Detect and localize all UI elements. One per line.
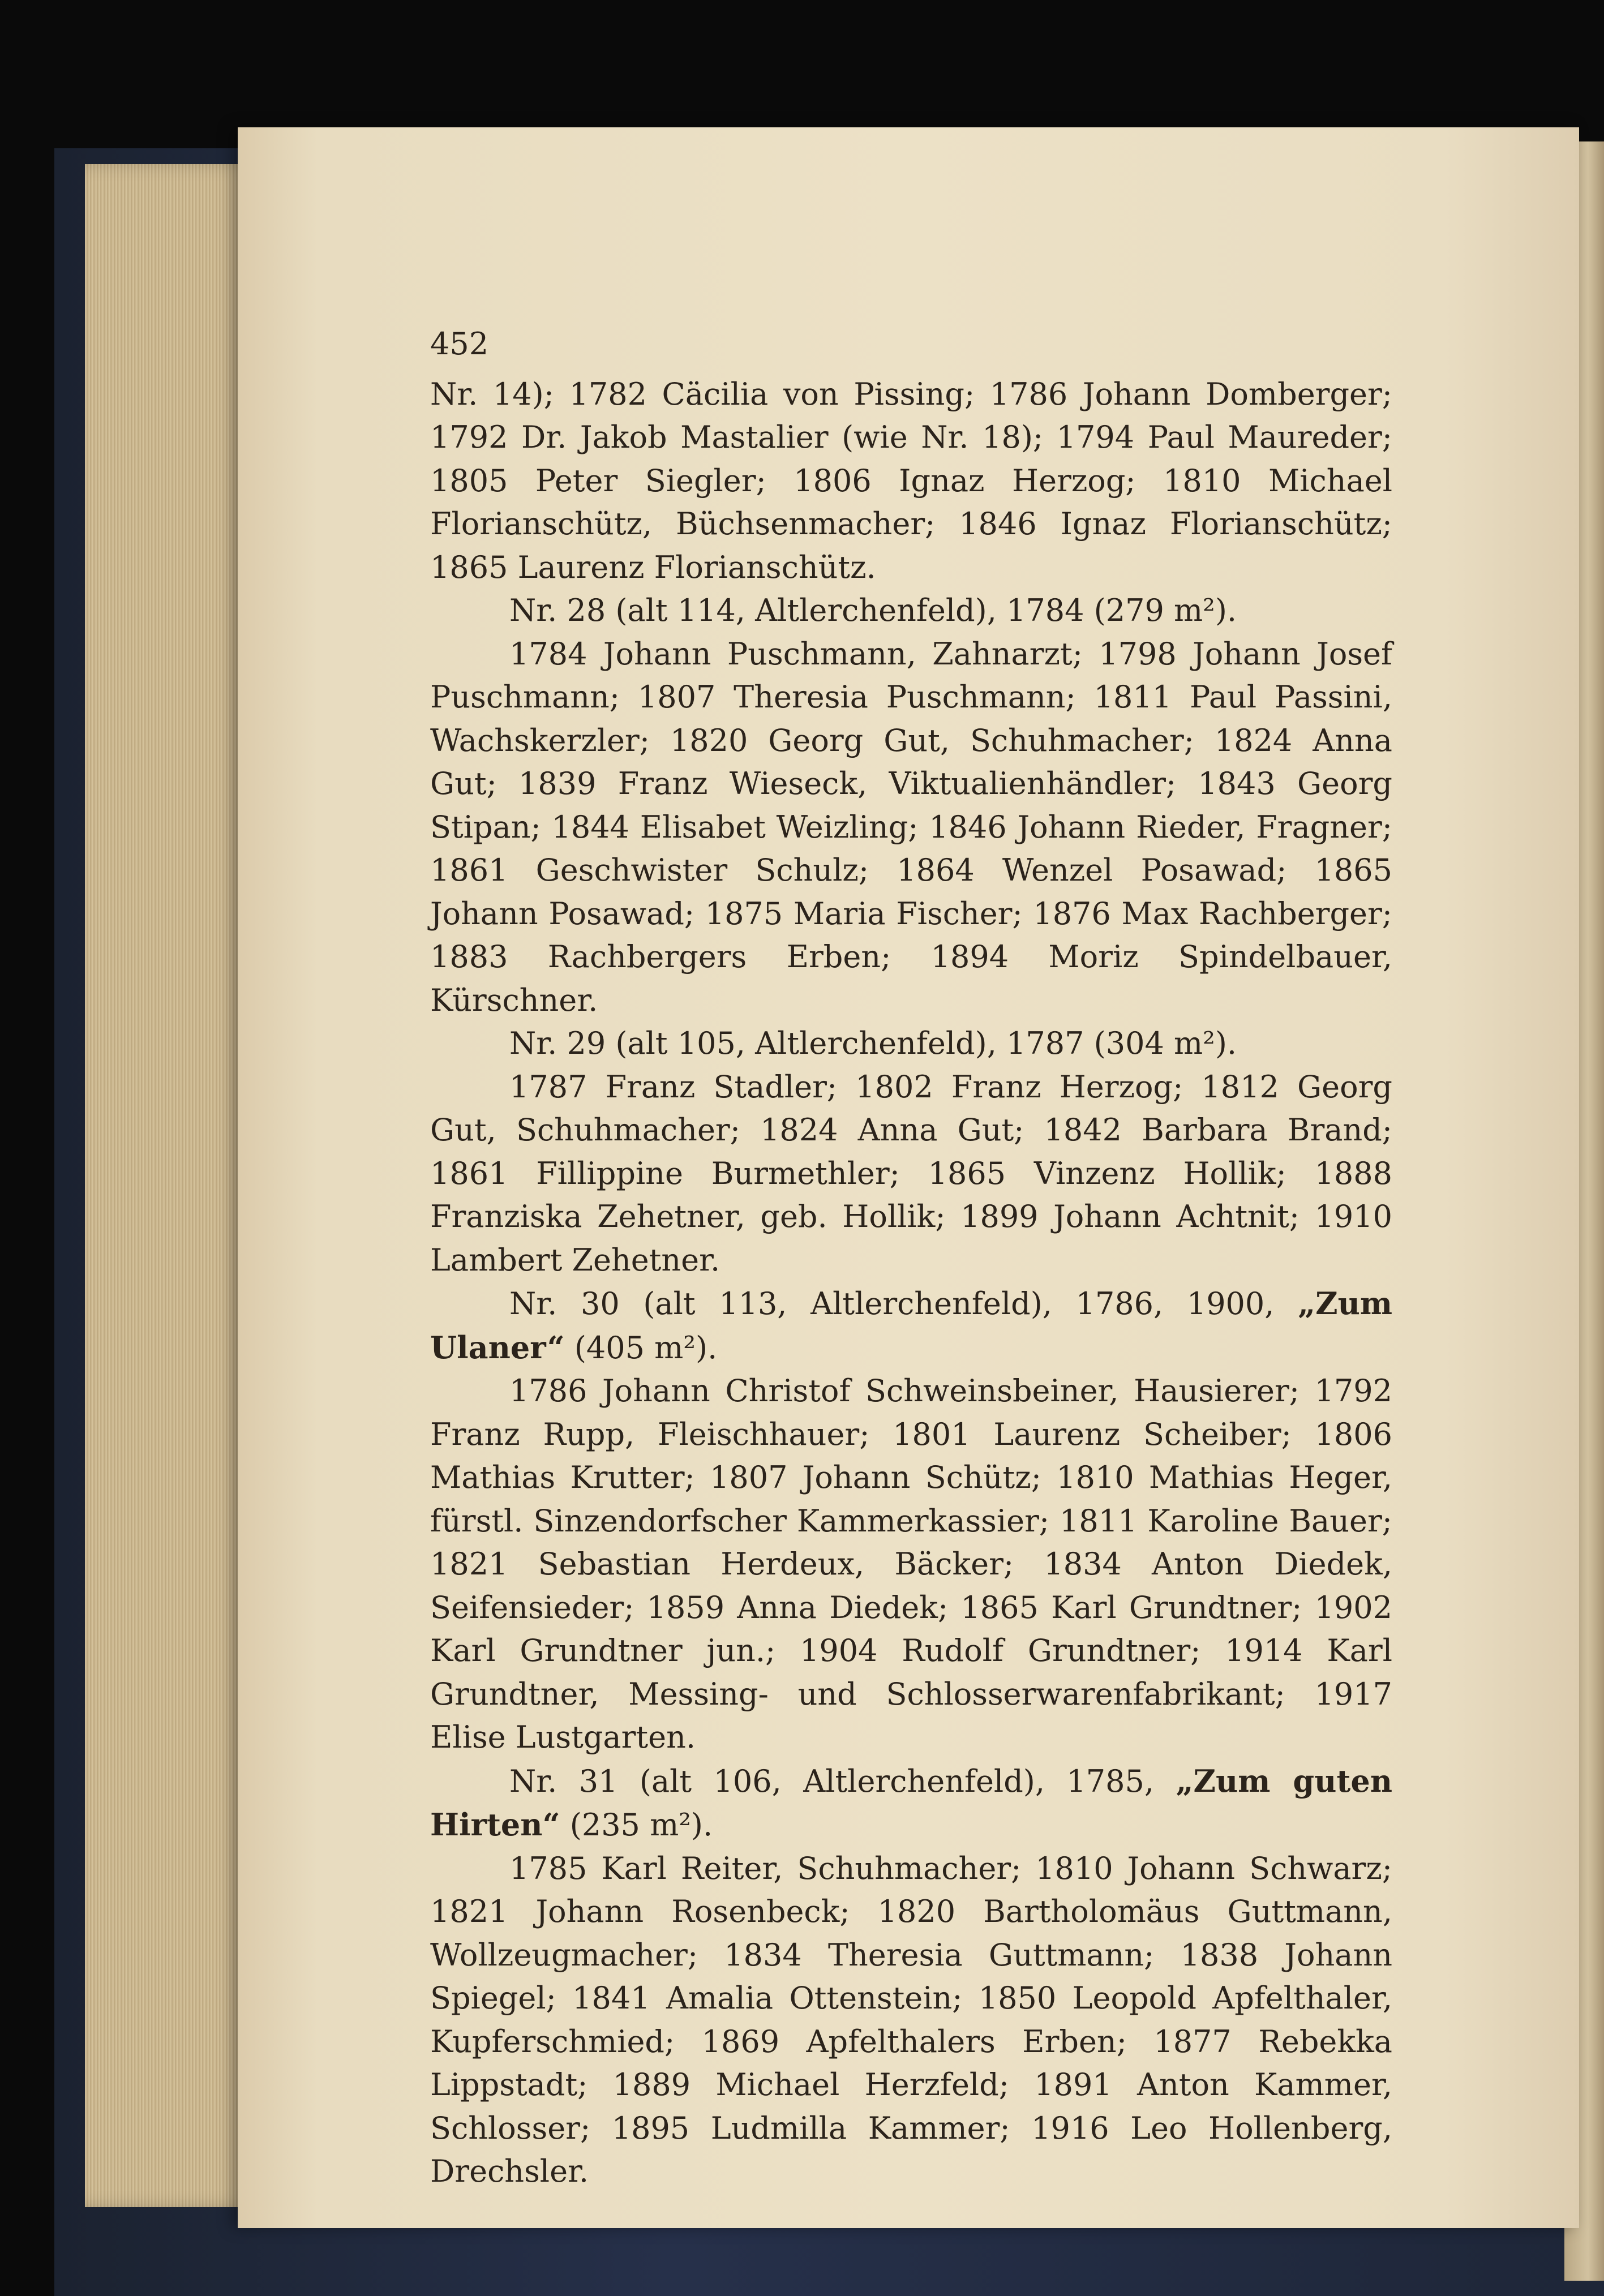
page-content xyxy=(430,323,1392,2194)
paragraph-8: Nr. 31 (alt 106, Altlerchenfeld), 1785, „Zum guten Hirten“ (235 m²). xyxy=(430,1762,1392,1843)
paragraph-5: 1787 Franz Stadler; 1802 Franz Herzog; 1812 Georg Gut, Schuhmacher; 1824 Anna Gut; 1842 Barbara Brand; 1861 Fillippine Burmethler; 1865 Vinzenz Hollik; 1888 Franziska Zehetner, geb. Hollik; 1899 Johann Achtnit; 1910 Lambert Zehetner. xyxy=(430,1068,1392,1278)
house-name-ulaner: „Zum Ulaner“ xyxy=(430,1285,1392,1366)
house-name-guten-hirten: „Zum guten Hirten“ xyxy=(430,1762,1392,1843)
paragraph-9: 1785 Karl Reiter, Schuhmacher; 1810 Johann Schwarz; 1821 Johann Rosenbeck; 1820 Bartholomäus Guttmann, Wollzeugmacher; 1834 Theresia Guttmann; 1838 Johann Spiegel; 1841 Amalia Ottenstein; 1850 Leopold Apfelthaler, Kupferschmied; 1869 Apfelthalers Erben; 1877 Rebekka Lippstadt; 1889 Michael Herzfeld; 1891 Anton Kammer, Schlosser; 1895 Ludmilla Kammer; 1916 Leo Hollenberg, Drechsler. xyxy=(430,1850,1392,2189)
page-edges xyxy=(85,164,255,2207)
paragraph-1: Nr. 14); 1782 Cäcilia von Pissing; 1786 Johann Domberger; 1792 Dr. Jakob Mastalier (wie Nr. 18); 1794 Paul Maureder; 1805 Peter Siegler; 1806 Ignaz Herzog; 1810 Michael Florianschütz, Büchsenmacher; 1846 Ignaz Florianschütz; 1865 Laurenz Florianschütz. xyxy=(430,376,1392,585)
paragraph-2: Nr. 28 (alt 114, Altlerchenfeld), 1784 (279 m²). xyxy=(509,593,1237,628)
paragraph-6: Nr. 30 (alt 113, Altlerchenfeld), 1786, 1900, „Zum Ulaner“ (405 m²). xyxy=(430,1285,1392,1366)
page-number: 452 xyxy=(430,326,489,362)
paragraph-7: 1786 Johann Christof Schweinsbeiner, Hausierer; 1792 Franz Rupp, Fleischhauer; 1801 Laurenz Scheiber; 1806 Mathias Krutter; 1807 Johann Schütz; 1810 Mathias Heger, fürstl. Sinzendorfscher Kammerkassier; 1811 Karoline Bauer; 1821 Sebastian Herdeux, Bäcker; 1834 Anton Diedek, Seifensieder; 1859 Anna Diedek; 1865 Karl Grundtner; 1902 Karl Grundtner jun.; 1904 Rudolf Grundtner; 1914 Karl Grundtner, Messing- und Schlosserwarenfabrikant; 1917 Elise Lustgarten. xyxy=(430,1373,1392,1755)
paragraph-4: Nr. 29 (alt 105, Altlerchenfeld), 1787 (304 m²). xyxy=(509,1025,1237,1061)
paragraph-3: 1784 Johann Puschmann, Zahnarzt; 1798 Johann Josef Puschmann; 1807 Theresia Puschmann; 1811 Paul Passini, Wachskerzler; 1820 Georg Gut, Schuhmacher; 1824 Anna Gut; 1839 Franz Wieseck, Viktualienhändler; 1843 Georg Stipan; 1844 Elisabet Weizling; 1846 Johann Rieder, Fragner; 1861 Geschwister Schulz; 1864 Wenzel Posawad; 1865 Johann Posawad; 1875 Maria Fischer; 1876 Max Rachberger; 1883 Rachbergers Erben; 1894 Moriz Spindelbauer, Kürschner. xyxy=(430,636,1392,1018)
